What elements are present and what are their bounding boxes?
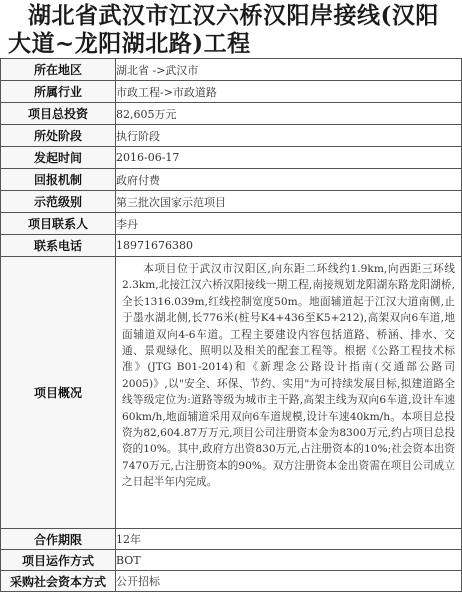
field-value: 湖北省 ->武汉市 — [116, 59, 462, 81]
table-row-overview — [1, 257, 462, 529]
field-label: 回报机制 — [1, 169, 116, 191]
field-label: 所在地区 — [1, 59, 116, 81]
field-label: 采购社会资本方式 — [1, 571, 116, 592]
title-line-2: 大道~龙阳湖北路)工程 — [8, 30, 251, 57]
field-label: 项目总投资 — [1, 103, 116, 125]
table-row — [1, 571, 462, 592]
field-value: 18971676380 — [116, 235, 462, 257]
field-label: 项目运作方式 — [1, 550, 116, 571]
table-row — [1, 213, 462, 235]
field-value: 第三批次国家示范项目 — [116, 191, 462, 213]
table-row — [1, 550, 462, 571]
field-label: 示范级别 — [1, 191, 116, 213]
field-label: 发起时间 — [1, 147, 116, 169]
page-title — [0, 0, 462, 58]
field-value: 2016-06-17 — [116, 147, 462, 169]
field-label: 所属行业 — [1, 81, 116, 103]
table-row — [1, 529, 462, 550]
table-row — [1, 191, 462, 213]
overview-text — [116, 257, 462, 529]
table-row — [1, 169, 462, 191]
table-row — [1, 59, 462, 81]
field-label: 联系电话 — [1, 235, 116, 257]
field-label: 合作期限 — [1, 529, 116, 550]
field-label: 项目概况 — [1, 257, 116, 529]
table-row — [1, 125, 462, 147]
table-row — [1, 235, 462, 257]
project-info-table — [0, 58, 462, 592]
field-value: 12年 — [116, 529, 462, 550]
table-row — [1, 81, 462, 103]
field-label: 项目联系人 — [1, 213, 116, 235]
field-value: 政府付费 — [116, 169, 462, 191]
title-line-1: 湖北省武汉市江汉六桥汉阳岸接线(汉阳 — [28, 2, 439, 29]
field-value: 公开招标 — [116, 571, 462, 592]
overview-paragraph: 本项目位于武汉市汉阳区,向东距二环线约1.9km,向西距三环线2.3km,北接江汉六桥汉阳接线一期工程,南接规划龙阳湖东路龙阳湖桥,全长1316.039m,红线控制宽度50m。地面辅道起于江汉大道南侧,止于墨水湖北侧,长776米(桩号K4+436至K5+212),高架双向6车道,地面辅道双向4-6车道。工程主要建设内容包括道路、桥涵、排水、交通、景观绿化、照明以及相关的配套工程等。根据《公路工程技术标准》(JTG B01-2014)和《新理念公路设计指南(交通部公路司2005)》,以"安全、环保、节约、实用"为可持续发展目标,拟建道路全线等级定位为:道路等级为城市主干路,高架主线为双向6车道,设计车速60km/h,地面辅道采用双向6车道规模,设计车速40km/h。本项目总投资为82,604.87万万元,项目公司注册资本金为8300万元,约占项目总投资的10%。其中,政府方出资830万元,占注册资本的10%;社会资本出资7470万元,占注册资本的90%。双方注册资本金出资需在项目公司成立之日起半年内完成。 — [122, 263, 455, 489]
field-label: 所处阶段 — [1, 125, 116, 147]
field-value: BOT — [116, 550, 462, 571]
field-value: 82,605万元 — [116, 103, 462, 125]
table-row — [1, 147, 462, 169]
table-row — [1, 103, 462, 125]
field-value: 执行阶段 — [116, 125, 462, 147]
field-value: 市政工程->市政道路 — [116, 81, 462, 103]
field-value: 李丹 — [116, 213, 462, 235]
